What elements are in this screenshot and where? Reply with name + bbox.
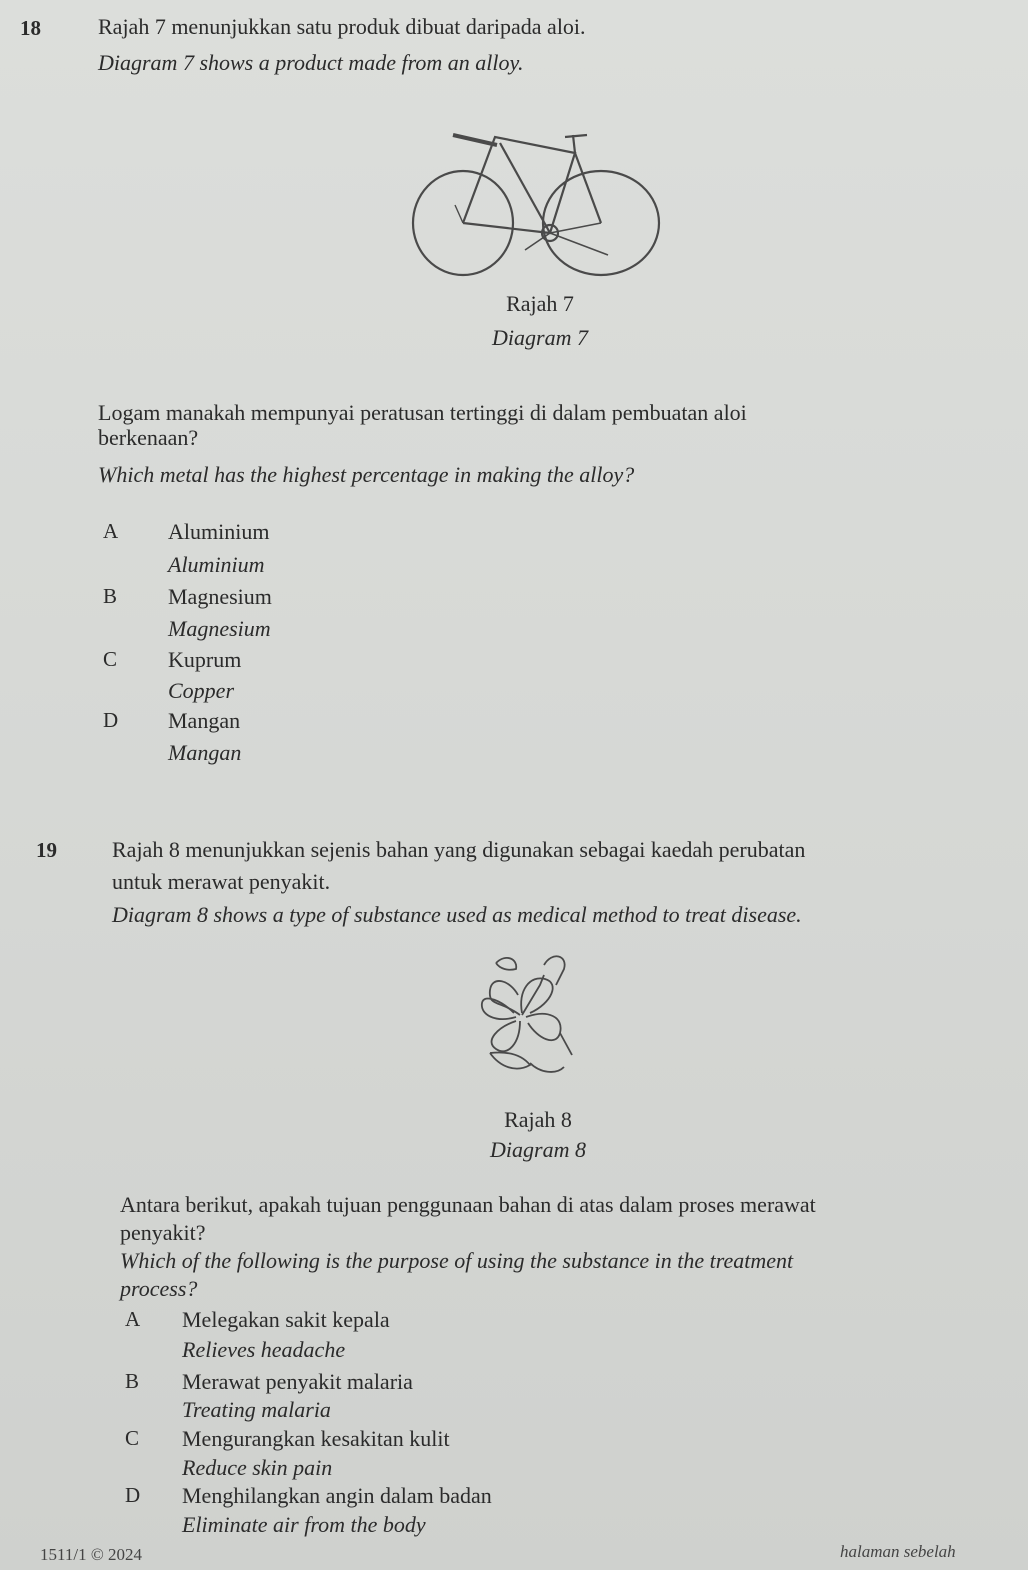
q19-option-d-ms: Menghilangkan angin dalam badan xyxy=(182,1483,492,1508)
fork xyxy=(575,153,601,223)
q19-option-a-ms: Melegakan sakit kepala xyxy=(182,1307,390,1332)
question-number-18: 18 xyxy=(20,16,41,40)
bicycle-figure xyxy=(405,115,675,290)
q18-option-d-ms: Mangan xyxy=(168,708,241,733)
figure-8-label-en: Diagram 8 xyxy=(490,1137,586,1162)
q19-stem-ms-line2: untuk merawat penyakit. xyxy=(112,869,331,894)
q18-question-ms-line2: berkenaan? xyxy=(98,425,199,450)
hibiscus-flower-figure xyxy=(460,945,590,1085)
bicycle-frame xyxy=(463,137,575,233)
q19-option-c-ms: Mengurangkan kesakitan kulit xyxy=(182,1426,450,1451)
q18-option-d-en: Mangan xyxy=(168,740,242,765)
q18-option-d-letter: D xyxy=(103,708,119,732)
q19-question-ms-line1: Antara berikut, apakah tujuan penggunaan bahan di atas dalam proses merawat xyxy=(120,1192,816,1217)
q19-option-c-en: Reduce skin pain xyxy=(182,1455,333,1480)
q18-option-a-letter: A xyxy=(103,519,119,543)
q19-option-a-letter: A xyxy=(125,1307,141,1331)
q18-option-a-en: Aluminium xyxy=(168,552,265,577)
q18-option-b-en: Magnesium xyxy=(168,616,271,641)
saddle xyxy=(453,135,497,145)
q19-option-b-letter: B xyxy=(125,1369,140,1393)
q19-option-a-en: Relieves headache xyxy=(182,1337,346,1362)
q19-option-d-en: Eliminate air from the body xyxy=(182,1512,426,1537)
q19-option-c-letter: C xyxy=(125,1426,140,1450)
q19-stem-ms-line1: Rajah 8 menunjukkan sejenis bahan yang digunakan sebagai kaedah perubatan xyxy=(112,837,806,862)
q18-question-en: Which metal has the highest percentage in making the alloy? xyxy=(98,462,635,487)
q19-option-b-ms: Merawat penyakit malaria xyxy=(182,1369,413,1394)
petal xyxy=(490,981,520,1015)
q18-option-b-letter: B xyxy=(103,584,118,608)
q18-stem-en: Diagram 7 shows a product made from an alloy. xyxy=(98,50,524,75)
q18-option-c-en: Copper xyxy=(168,678,234,703)
q19-option-b-en: Treating malaria xyxy=(182,1397,331,1422)
q19-stem-en: Diagram 8 shows a type of substance used as medical method to treat disease. xyxy=(112,902,802,927)
figure-7-label-en: Diagram 7 xyxy=(492,325,588,350)
stamen xyxy=(522,975,544,1015)
q18-option-c-ms: Kuprum xyxy=(168,647,242,672)
q18-question-ms-line1: Logam manakah mempunyai peratusan tertinggi di dalam pembuatan aloi xyxy=(98,400,747,425)
figure-7-label-ms: Rajah 7 xyxy=(506,291,574,316)
figure-8-label-ms: Rajah 8 xyxy=(504,1107,572,1132)
q18-stem-ms: Rajah 7 menunjukkan satu produk dibuat daripada aloi. xyxy=(98,14,586,39)
q19-question-ms-line2: penyakit? xyxy=(120,1220,206,1245)
q18-option-b-ms: Magnesium xyxy=(168,584,272,609)
q19-option-d-letter: D xyxy=(125,1483,141,1507)
leaf xyxy=(496,958,516,970)
question-number-19: 19 xyxy=(36,838,57,862)
paper-code: 1511/1 © 2024 xyxy=(40,1545,143,1564)
handlebar xyxy=(565,135,587,137)
q19-question-en-line2: process? xyxy=(120,1276,198,1301)
q18-option-c-letter: C xyxy=(103,647,118,671)
q18-option-a-ms: Aluminium xyxy=(168,519,270,544)
next-page-note: halaman sebelah xyxy=(840,1542,956,1561)
q19-question-en-line1: Which of the following is the purpose of using the substance in the treatment xyxy=(120,1248,794,1273)
